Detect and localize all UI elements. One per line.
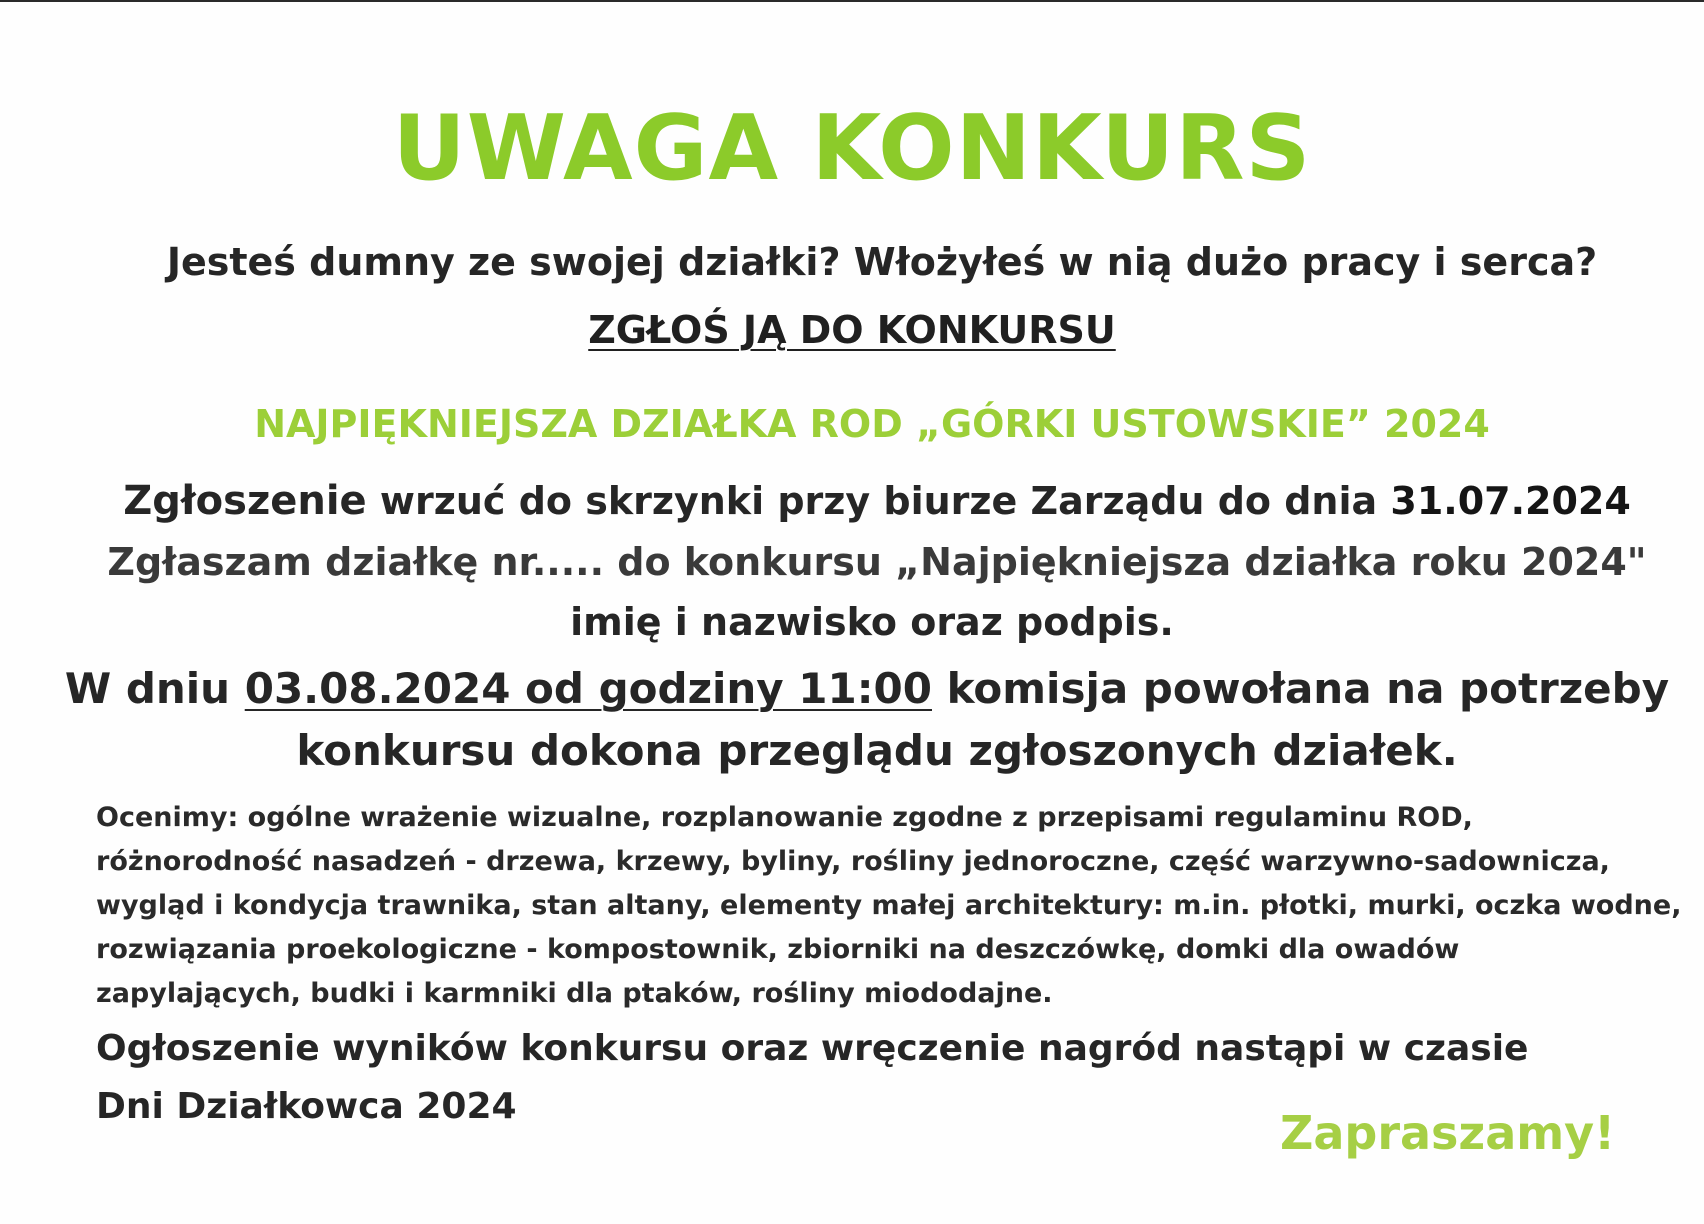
submission-instructions <box>0 478 1704 524</box>
commission-line-2: konkursu dokona przeglądu zgłoszonych działek. <box>296 726 1458 775</box>
criteria-line: różnorodność nasadzeń - drzewa, krzewy, byliny, rośliny jednoroczne, część warzywno-sadownicza, <box>96 846 1610 877</box>
criteria-paragraph <box>96 796 1682 1016</box>
results-line: Ogłoszenie wyników konkursu oraz wręczenie nagród nastąpi w czasie <box>96 1028 1529 1069</box>
commission-date-time: 03.08.2024 od godziny 11:00 <box>244 664 932 713</box>
criteria-line: zapylających, budki i karmniki dla ptaków, rośliny miododajne. <box>96 978 1053 1009</box>
invitation: Zapraszamy! <box>1280 1106 1616 1160</box>
call-to-action-text: ZGŁOŚ JĄ DO KONKURSU <box>588 308 1116 352</box>
submission-deadline: 31.07.2024 <box>1390 479 1631 523</box>
contest-name: NAJPIĘKNIEJSZA DZIAŁKA ROD „GÓRKI USTOWSKIE” 2024 <box>254 402 1490 446</box>
results-line: Dni Działkowca 2024 <box>96 1086 517 1127</box>
criteria-line: rozwiązania proekologiczne - kompostownik, zbiorniki na deszczówkę, domki dla owadów <box>96 934 1460 965</box>
submission-text: wrzuć do skrzynki przy biurze Zarządu do dnia <box>366 479 1391 523</box>
call-to-action <box>0 308 1704 352</box>
scan-top-edge <box>0 0 1704 2</box>
commission-prefix: W dniu <box>64 664 245 713</box>
criteria-line: Ocenimy: ogólne wrażenie wizualne, rozplanowanie zgodne z przepisami regulaminu ROD, <box>96 802 1473 833</box>
intro-question: Jesteś dumny ze swojej działki? Włożyłeś w nią dużo pracy i serca? <box>166 240 1598 284</box>
form-line-2: imię i nazwisko oraz podpis. <box>570 600 1174 644</box>
criteria-line: wygląd i kondycja trawnika, stan altany, elementy małej architektury: m.in. płotki, murki, oczka wodne, <box>96 890 1682 921</box>
submission-word: Zgłoszenie <box>123 478 367 524</box>
commission-suffix: komisja powołana na potrzeby <box>932 664 1670 713</box>
commission-line-1 <box>0 664 1704 713</box>
flyer-title: UWAGA KONKURS <box>392 96 1312 201</box>
form-line-1: Zgłaszam działkę nr..... do konkursu „Najpiękniejsza działka roku 2024" <box>107 540 1647 584</box>
